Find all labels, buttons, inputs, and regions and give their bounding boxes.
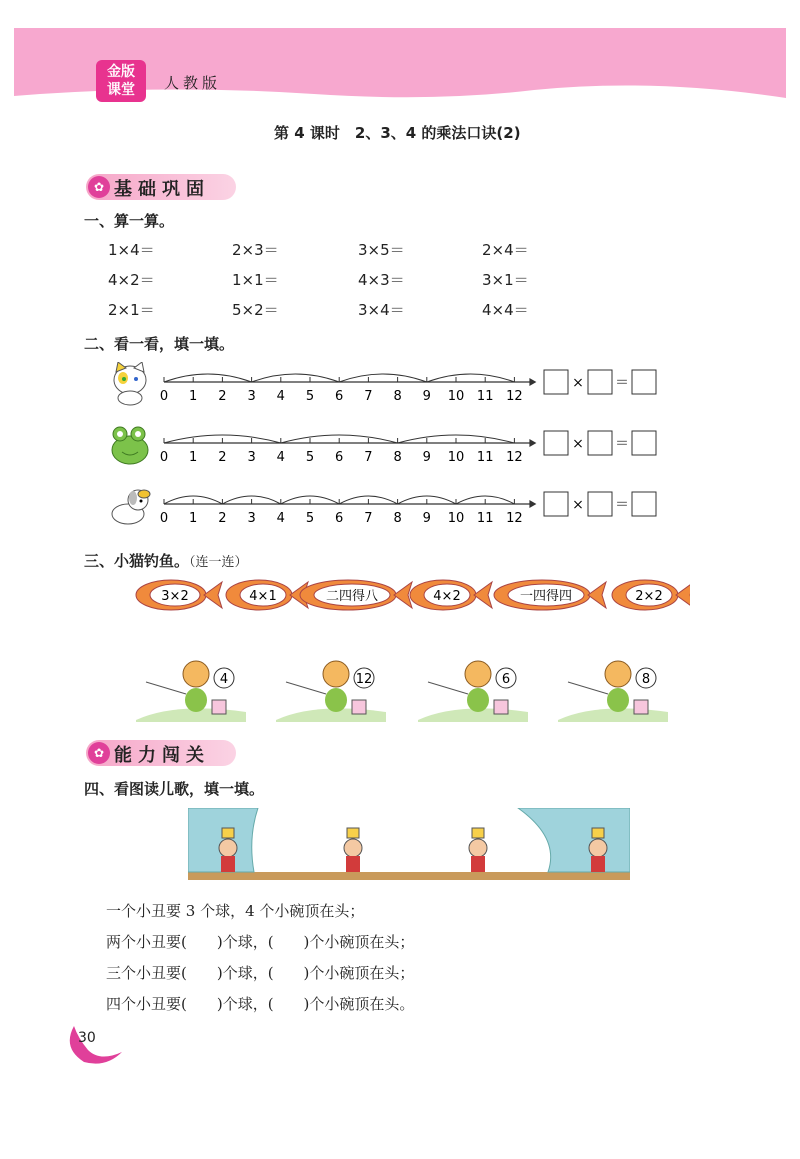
- tick-label: 12: [506, 450, 523, 465]
- bucket-icon: [494, 700, 508, 714]
- cat-number: 4: [219, 672, 229, 687]
- fishing-cat[interactable]: [276, 661, 386, 722]
- fish-card[interactable]: [136, 580, 222, 610]
- tick-label: 10: [447, 389, 465, 404]
- answer-box[interactable]: [544, 370, 568, 394]
- publisher-logo: 金版 课堂: [96, 60, 146, 102]
- fish-row: [130, 574, 690, 616]
- tick-label: 6: [335, 450, 344, 465]
- calc-item: 2×1＝: [108, 301, 155, 319]
- fish-label: 一四得四: [519, 589, 573, 604]
- calc-item: 4×4＝: [482, 301, 529, 319]
- calc-item: 1×1＝: [232, 271, 279, 289]
- section-ability: ✿ 能力闯关: [86, 740, 246, 766]
- tick-label: 11: [476, 450, 494, 465]
- tick-label: 3: [247, 450, 256, 465]
- fishing-cats-row: [136, 650, 676, 726]
- fish-label: 2×2: [635, 589, 663, 604]
- tick-label: 2: [218, 389, 227, 404]
- bucket-icon: [634, 700, 648, 714]
- answer-box[interactable]: [544, 431, 568, 455]
- rhyme-line: 三个小丑要( )个球，( )个小碗顶在头；: [106, 964, 415, 982]
- tick-label: 4: [276, 511, 285, 526]
- answer-box[interactable]: [588, 370, 612, 394]
- rhyme-line: 四个小丑要( )个球，( )个小碗顶在头。: [106, 995, 415, 1013]
- cat-icon: [605, 661, 631, 687]
- arrow-icon: [529, 500, 536, 508]
- tick-label: 2: [218, 511, 227, 526]
- tick-label: 5: [305, 511, 315, 526]
- lesson-title: 第 4 课时 2、3、4 的乘法口诀(2): [274, 124, 521, 142]
- rhyme-line: 一个小丑要 3 个球，4 个小碗顶在头；: [106, 902, 365, 920]
- answer-box[interactable]: [632, 431, 656, 455]
- fish-card[interactable]: [494, 580, 606, 610]
- cat-icon: [465, 661, 491, 687]
- frog-icon: [106, 424, 154, 468]
- tick-label: 4: [276, 389, 285, 404]
- cat-number: 6: [501, 672, 511, 687]
- calc-item: 3×5＝: [358, 241, 405, 259]
- cat-icon: [183, 661, 209, 687]
- calc-item: 2×3＝: [232, 241, 279, 259]
- tick-label: 12: [506, 389, 523, 404]
- tick-label: 9: [422, 511, 431, 526]
- tick-label: 3: [247, 511, 256, 526]
- tick-label: 12: [506, 511, 523, 526]
- fishing-cat[interactable]: [558, 661, 668, 722]
- clown-icon: [219, 828, 237, 872]
- q2-title: 二、看一看，填一填。: [84, 335, 235, 353]
- answer-box[interactable]: [588, 431, 612, 455]
- fish-label: 4×2: [433, 589, 461, 604]
- calc-item: 2×4＝: [482, 241, 529, 259]
- tick-label: 2: [218, 450, 227, 465]
- tick-label: 1: [189, 450, 198, 465]
- times-sign: ×: [572, 436, 584, 452]
- tick-label: 4: [276, 450, 285, 465]
- clown-icon: [344, 828, 362, 872]
- tick-label: 6: [335, 389, 344, 404]
- page-number: 30: [78, 1030, 96, 1046]
- tick-label: 5: [305, 450, 315, 465]
- tick-label: 6: [335, 511, 344, 526]
- equals-sign: ＝: [615, 497, 629, 513]
- q1-title: 一、算一算。: [84, 212, 175, 230]
- section-basic: ✿ 基础巩固: [86, 174, 246, 200]
- times-sign: ×: [572, 497, 584, 513]
- fish-card[interactable]: [410, 580, 492, 610]
- tick-label: 0: [159, 511, 169, 526]
- fish-label: 3×2: [161, 589, 189, 604]
- tick-label: 0: [159, 389, 169, 404]
- cat-number: 12: [355, 672, 373, 687]
- bucket-icon: [212, 700, 226, 714]
- fish-label: 4×1: [249, 589, 277, 604]
- fish-card[interactable]: [226, 580, 308, 610]
- cat-icon: [106, 362, 154, 406]
- jump-arc: [339, 374, 427, 382]
- tick-label: 7: [364, 450, 373, 465]
- equals-sign: ＝: [615, 436, 629, 452]
- jump-arc: [427, 374, 515, 382]
- dog-icon: [106, 484, 154, 528]
- cat-icon: [323, 661, 349, 687]
- tick-label: 0: [159, 450, 169, 465]
- tick-label: 8: [393, 511, 402, 526]
- tick-label: 8: [393, 450, 402, 465]
- rhyme-line: 两个小丑要( )个球，( )个小碗顶在头；: [106, 933, 415, 951]
- times-sign: ×: [572, 375, 584, 391]
- answer-box[interactable]: [588, 492, 612, 516]
- answer-box[interactable]: [632, 370, 656, 394]
- calc-item: 3×1＝: [482, 271, 529, 289]
- q3-note: （连一连）: [189, 555, 248, 570]
- calc-item: 5×2＝: [232, 301, 279, 319]
- arrow-icon: [529, 439, 536, 447]
- answer-box[interactable]: [632, 492, 656, 516]
- calc-item: 1×4＝: [108, 241, 155, 259]
- calc-item: 4×3＝: [358, 271, 405, 289]
- fish-label: 二四得八: [325, 589, 379, 604]
- tick-label: 8: [393, 389, 402, 404]
- tick-label: 11: [476, 511, 494, 526]
- tick-label: 1: [189, 511, 198, 526]
- tick-label: 11: [476, 389, 494, 404]
- tick-label: 1: [189, 389, 198, 404]
- jump-arc: [164, 374, 252, 382]
- tick-label: 10: [447, 511, 465, 526]
- tick-label: 7: [364, 511, 373, 526]
- clown-icon: [469, 828, 487, 872]
- equals-sign: ＝: [615, 375, 629, 391]
- calc-item: 4×2＝: [108, 271, 155, 289]
- calc-item: 3×4＝: [358, 301, 405, 319]
- tick-label: 9: [422, 450, 431, 465]
- tick-label: 5: [305, 389, 315, 404]
- jump-arc: [252, 374, 340, 382]
- tick-label: 9: [422, 389, 431, 404]
- rabbit-icon: ✿: [88, 742, 110, 764]
- clown-stage-illustration: [188, 808, 630, 890]
- edition-label: 人教版: [164, 74, 222, 92]
- number-lines: [150, 356, 660, 542]
- answer-box[interactable]: [544, 492, 568, 516]
- fish-card[interactable]: [300, 580, 412, 610]
- tick-label: 7: [364, 389, 373, 404]
- moon-icon: [66, 1022, 126, 1066]
- rabbit-icon: ✿: [88, 176, 110, 198]
- clown-icon: [589, 828, 607, 872]
- tick-label: 3: [247, 389, 256, 404]
- q4-title: 四、看图读儿歌，填一填。: [84, 780, 265, 798]
- q3-title: 三、小猫钓鱼。（连一连）: [84, 552, 248, 570]
- cat-number: 8: [641, 672, 651, 687]
- fishing-cat[interactable]: [418, 661, 528, 722]
- fishing-cat[interactable]: [136, 661, 246, 722]
- arrow-icon: [529, 378, 536, 386]
- fish-card[interactable]: [612, 580, 690, 610]
- bucket-icon: [352, 700, 366, 714]
- tick-label: 10: [447, 450, 465, 465]
